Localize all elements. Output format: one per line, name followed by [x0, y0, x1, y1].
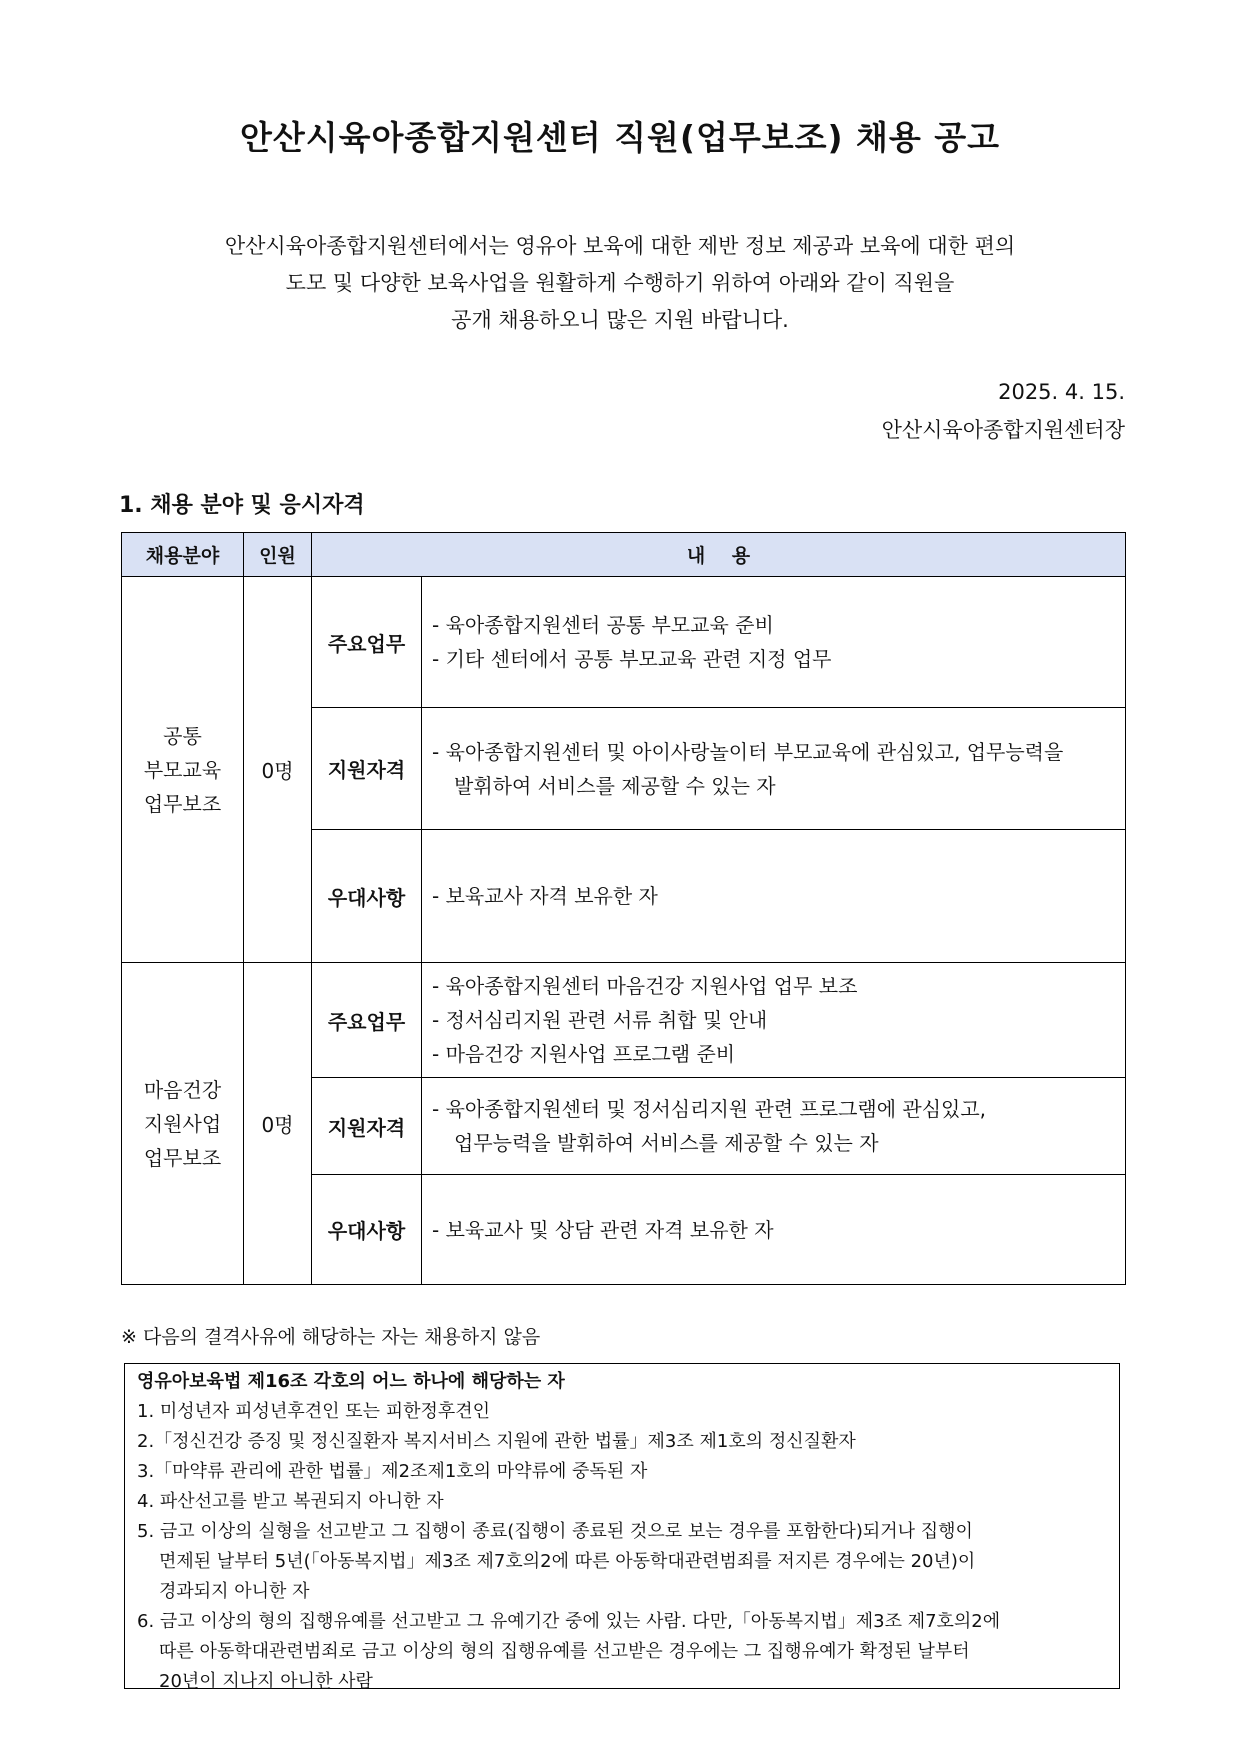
list-item-continuation: 경과되지 아니한 자 [159, 1581, 310, 1602]
page-title: 안산시육아종합지원센터 직원(업무보조) 채용 공고 [239, 118, 1001, 157]
category-line: 부모교육 [143, 757, 222, 782]
list-item: 4. 파산선고를 받고 복권되지 아니한 자 [137, 1491, 444, 1512]
list-item: 1. 미성년자 피성년후견인 또는 피한정후견인 [137, 1401, 491, 1422]
category-line: 업무보조 [143, 791, 222, 816]
qualification-item: - 육아종합지원센터 및 아이사랑놀이터 부모교육에 관심있고, 업무능력을 [432, 739, 1064, 764]
preference-item: - 보육교사 자격 보유한 자 [432, 884, 658, 908]
list-item-continuation: 면제된 날부터 5년(「아동복지법」제3조 제7호의2에 따른 아동학대관련범죄를 저지른 경우에는 20년)이 [159, 1551, 976, 1572]
issuer-name: 안산시육아종합지원센터장 [881, 418, 1125, 442]
disqualification-note: ※ 다음의 결격사유에 해당하는 자는 채용하지 않음 [121, 1326, 541, 1348]
qualification-item: 업무능력을 발휘하여 서비스를 제공할 수 있는 자 [454, 1131, 879, 1155]
list-item: 5. 금고 이상의 실형을 선고받고 그 집행이 종료(집행이 종료된 것으로 보는 경우를 포함한다)되거나 집행이 [137, 1521, 973, 1542]
list-item-continuation: 따른 아동학대관련범죄로 금고 이상의 형의 집행유예를 선고받은 경우에는 그 집행유예가 확정된 날부터 [159, 1641, 970, 1662]
header-content: 내 용 [312, 533, 1126, 577]
disqualification-heading: 영유아보육법 제16조 각호의 어느 하나에 해당하는 자 [137, 1371, 565, 1392]
intro-paragraph [0, 228, 1240, 339]
duty-item: - 마음건강 지원사업 프로그램 준비 [432, 1042, 736, 1066]
category-line: 지원사업 [143, 1111, 222, 1136]
qualification-item: - 육아종합지원센터 및 정서심리지원 관련 프로그램에 관심있고, [432, 1097, 987, 1121]
qualification-content [422, 1078, 1126, 1175]
duty-item: - 기타 센터에서 공통 부모교육 관련 지정 업무 [432, 647, 832, 671]
duties-content [422, 963, 1126, 1078]
preference-label: 우대사항 [312, 1175, 422, 1285]
duties-label: 주요업무 [312, 577, 422, 708]
duty-item: - 정서심리지원 관련 서류 취합 및 안내 [432, 1008, 768, 1032]
preference-content [422, 830, 1126, 963]
headcount-cell: 0명 [244, 963, 312, 1285]
header-count: 인원 [244, 533, 312, 577]
headcount-cell: 0명 [244, 577, 312, 963]
qualification-item: 발휘하여 서비스를 제공할 수 있는 자 [454, 773, 776, 798]
recruitment-table [121, 532, 1126, 1285]
table-row [122, 577, 1126, 708]
intro-line: 공개 채용하오니 많은 지원 바랍니다. [451, 308, 789, 332]
duties-label: 주요업무 [312, 963, 422, 1078]
announcement-date: 2025. 4. 15. [998, 380, 1125, 404]
qualification-content [422, 708, 1126, 830]
qualification-label: 지원자격 [312, 708, 422, 830]
category-line: 마음건강 [143, 1077, 222, 1102]
duty-item: - 육아종합지원센터 마음건강 지원사업 업무 보조 [432, 974, 858, 998]
list-item: 3.「마약류 관리에 관한 법률」제2조제1호의 마약류에 중독된 자 [137, 1461, 648, 1482]
category-line: 공통 [163, 723, 202, 748]
list-item: 6. 금고 이상의 형의 집행유예를 선고받고 그 유예기간 중에 있는 사람. 다만,「아동복지법」제3조 제7호의2에 [137, 1611, 1001, 1632]
category-cell [122, 577, 244, 963]
intro-line: 안산시육아종합지원센터에서는 영유아 보육에 대한 제반 정보 제공과 보육에 대한 편의 [224, 234, 1016, 258]
duty-item: - 육아종합지원센터 공통 부모교육 준비 [432, 613, 774, 637]
preference-content [422, 1175, 1126, 1285]
qualification-label: 지원자격 [312, 1078, 422, 1175]
category-cell [122, 963, 244, 1285]
list-item: 2.「정신건강 증징 및 정신질환자 복지서비스 지원에 관한 법률」제3조 제1호의 정신질환자 [137, 1431, 856, 1452]
intro-line: 도모 및 다양한 보육사업을 원활하게 수행하기 위하여 아래와 같이 직원을 [285, 271, 955, 295]
category-line: 업무보조 [143, 1145, 222, 1170]
table-header-row [122, 533, 1126, 577]
section-heading: 1. 채용 분야 및 응시자격 [119, 493, 365, 518]
preference-item: - 보육교사 및 상담 관련 자격 보유한 자 [432, 1217, 774, 1242]
disqualification-box [124, 1363, 1120, 1692]
table-row [122, 963, 1126, 1078]
header-category: 채용분야 [122, 533, 244, 577]
duties-content [422, 577, 1126, 708]
preference-label: 우대사항 [312, 830, 422, 963]
list-item-continuation: 20년이 지나지 아니한 사람 [159, 1671, 373, 1692]
